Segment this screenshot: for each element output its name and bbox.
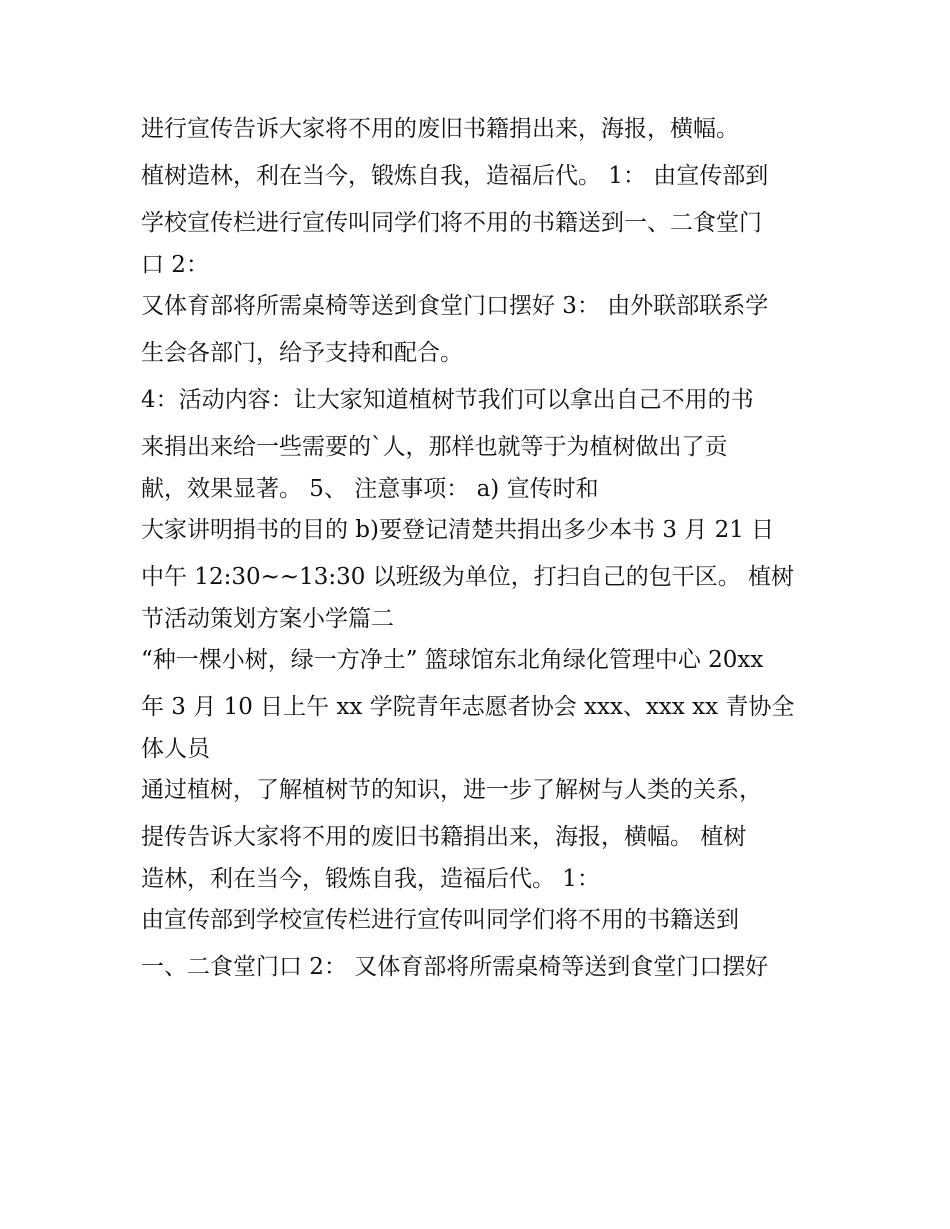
document-body xyxy=(141,106,821,991)
text-line: 造林，利在当今，锻炼自我，造福后代。 1： xyxy=(141,866,600,892)
text-line: 口 2： xyxy=(141,252,209,278)
text-line: 献，效果显著。 5、 注意事项： a) 宣传时和 xyxy=(141,476,599,502)
text-line: 植树造林，利在当今，锻炼自我，造福后代。 1： 由宣传部到 xyxy=(141,163,769,189)
text-line: 一、二食堂门口 2： 又体育部将所需桌椅等送到食堂门口摆好 xyxy=(141,954,769,980)
text-line: 提传告诉大家将不用的废旧书籍捐出来，海报，横幅。 植树 xyxy=(141,824,747,850)
text-line: “种一棵小树，绿一方净土” 篮球馆东北角绿化管理中心 20xx xyxy=(141,647,764,673)
text-line: 通过植树，了解植树节的知识，进一步了解树与人类的关系， xyxy=(141,777,762,803)
text-line: 4：活动内容：让大家知道植树节我们可以拿出自己不用的书 xyxy=(141,387,754,413)
text-line: 节活动策划方案小学篇二 xyxy=(141,606,394,632)
text-line: 体人员 xyxy=(141,736,210,762)
text-line: 年 3 月 10 日上午 xx 学院青年志愿者协会 xxx、xxx xx 青协全 xyxy=(141,694,795,720)
text-line: 中午 12:30~~13:30 以班级为单位，打扫自己的包干区。 植树 xyxy=(141,564,795,590)
text-line: 又体育部将所需桌椅等送到食堂门口摆好 3： 由外联部联系学 xyxy=(141,293,769,319)
text-line: 生会各部门，给予支持和配合。 xyxy=(141,340,463,366)
text-line: 来捐出来给一些需要的`人，那样也就等于为植树做出了贡 xyxy=(141,434,728,460)
text-line: 进行宣传告诉大家将不用的废旧书籍捐出来，海报，横幅。 xyxy=(141,116,739,142)
text-line: 大家讲明捐书的目的 b)要登记清楚共捐出多少本书 3 月 21 日 xyxy=(141,517,775,543)
text-line: 学校宣传栏进行宣传叫同学们将不用的书籍送到一、二食堂门 xyxy=(141,210,762,236)
text-line: 由宣传部到学校宣传栏进行宣传叫同学们将不用的书籍送到 xyxy=(141,907,739,933)
